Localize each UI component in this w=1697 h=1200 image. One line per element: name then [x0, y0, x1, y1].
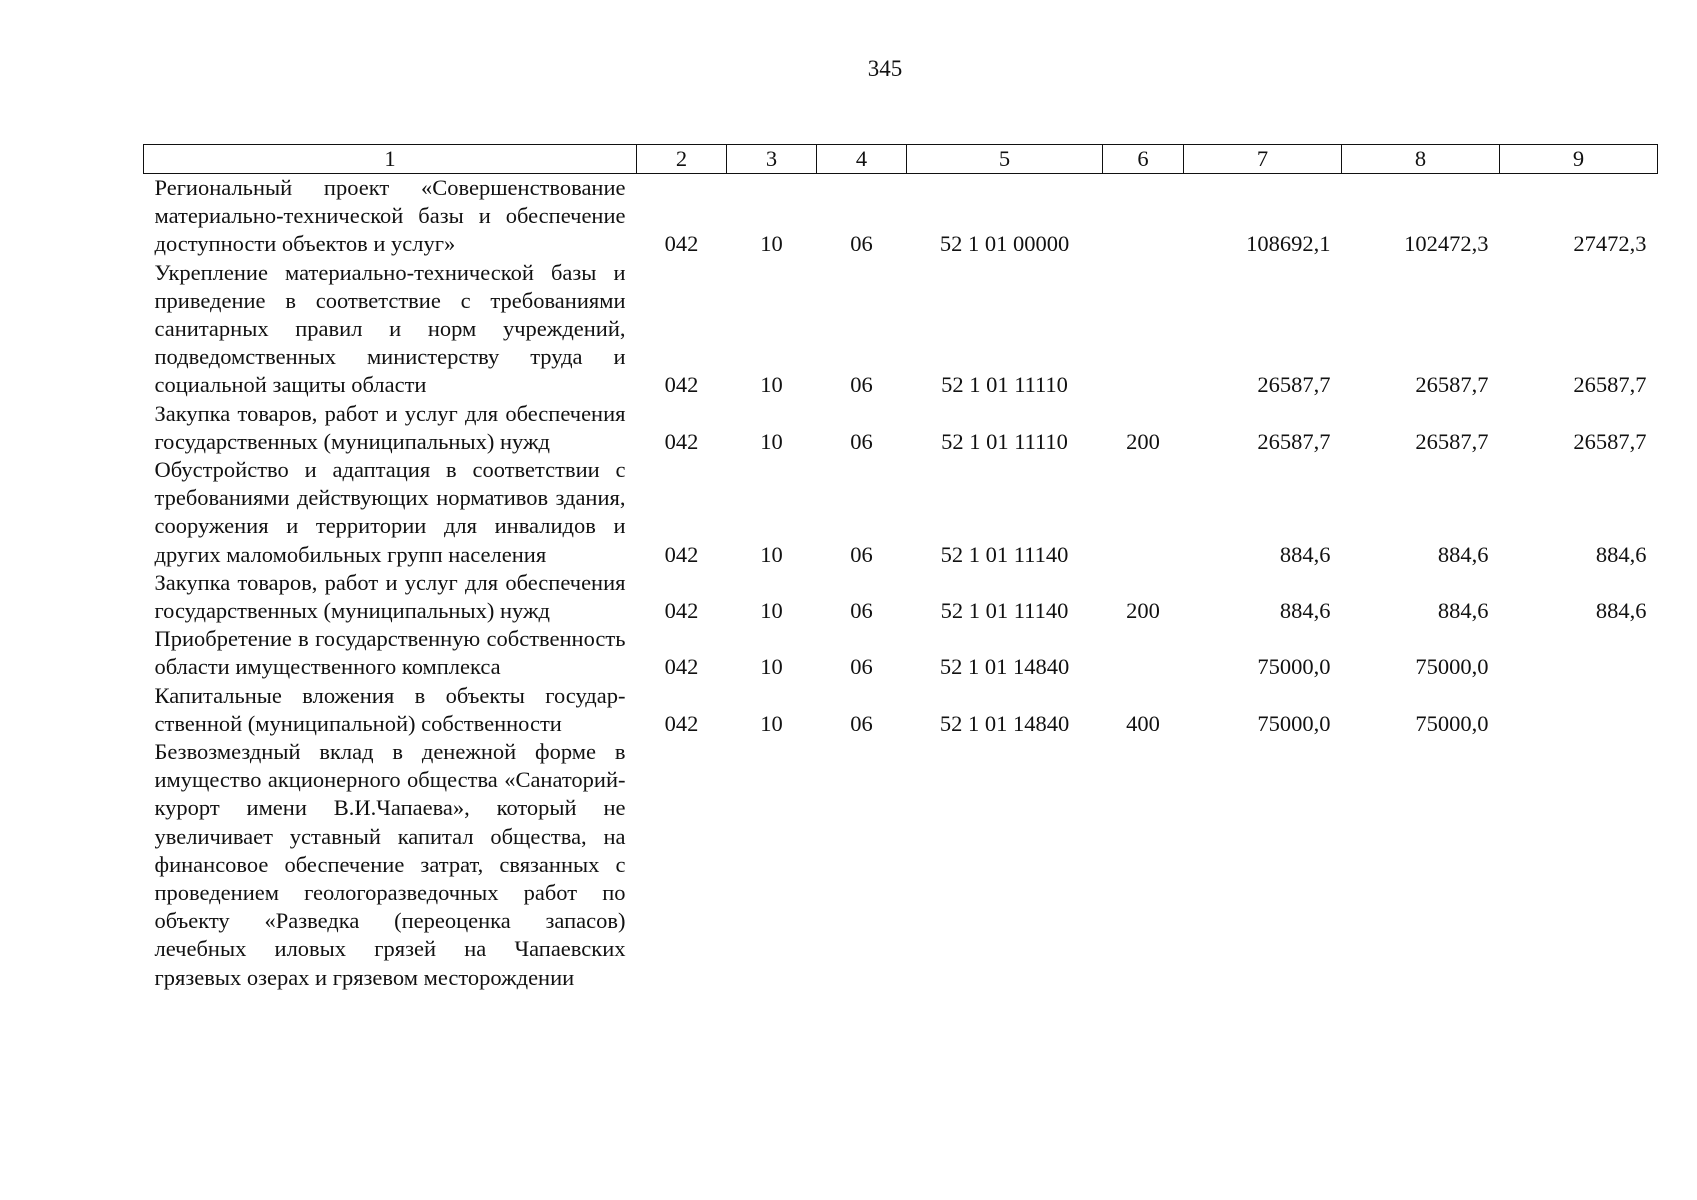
amount-col-8-cell: 26587,7 [1415, 372, 1489, 398]
target-article-cell: 52 1 01 11140 [940, 541, 1069, 567]
amount-col-7-cell: 108692,1 [1246, 231, 1331, 257]
amount-col-9-cell: 27472,3 [1573, 231, 1647, 257]
amount-col-8-cell [1342, 738, 1500, 992]
row-name-cell: Капитальные вложения в объекты государственной (муниципальной) собственности [154, 682, 626, 736]
ministry-code-cell: 042 [664, 428, 699, 454]
amount-col-9-cell: 26587,7 [1573, 372, 1647, 398]
target-article-cell: 52 1 01 14840 [939, 710, 1070, 736]
target-article-cell: 52 1 01 11140 [940, 598, 1069, 624]
section-code-cell: 10 [760, 598, 783, 624]
expense-type-cell: 400 [1126, 710, 1160, 736]
section-code-cell: 10 [760, 372, 783, 398]
table-header-row [144, 145, 1658, 174]
ministry-code-cell: 042 [664, 710, 699, 736]
amount-col-9-cell [1500, 738, 1658, 992]
subsection-code-cell: 06 [850, 231, 873, 257]
section-code-cell: 10 [760, 231, 783, 257]
amount-col-7-cell: 75000,0 [1257, 654, 1331, 680]
table-row [144, 259, 1658, 400]
amount-col-7-cell: 884,6 [1279, 598, 1331, 624]
expense-type-cell [1103, 456, 1184, 569]
header-col-3: 3 [727, 145, 817, 174]
amount-col-7-cell: 75000,0 [1257, 710, 1331, 736]
row-name-cell: Приобретение в государственную собственность области имущественного комплекса [154, 626, 626, 680]
section-code-cell: 10 [760, 428, 783, 454]
table-row [144, 456, 1658, 569]
amount-col-7-cell [1184, 738, 1342, 992]
expense-type-cell [1103, 625, 1184, 681]
target-article-cell: 52 1 01 00000 [939, 231, 1070, 257]
ministry-code-cell: 042 [664, 541, 699, 567]
amount-col-8-cell: 102472,3 [1404, 231, 1489, 257]
table-row [144, 682, 1658, 738]
amount-col-7-cell: 884,6 [1279, 541, 1331, 567]
row-name-cell: Закупка товаров, работ и услуг для обеспечения государственных (муниципальных) нужд [154, 400, 626, 454]
header-col-8: 8 [1342, 145, 1500, 174]
table-row [144, 569, 1658, 625]
target-article-cell: 52 1 01 11110 [941, 428, 1068, 454]
table-row [144, 400, 1658, 456]
section-code-cell: 10 [760, 710, 783, 736]
row-name-cell: Обустройство и адаптация в соответствии с требованиями действующих нормативов здания, сооружения и территории для инвалидов и других маломобильных групп населения [154, 457, 626, 567]
amount-col-8-cell: 884,6 [1437, 541, 1489, 567]
subsection-code-cell: 06 [850, 598, 873, 624]
section-code-cell: 10 [760, 654, 783, 680]
amount-col-7-cell: 26587,7 [1257, 428, 1331, 454]
amount-col-8-cell: 26587,7 [1415, 428, 1489, 454]
header-col-2: 2 [637, 145, 727, 174]
page-number: 345 [867, 56, 903, 81]
amount-col-9-cell: 26587,7 [1573, 428, 1647, 454]
ministry-code-cell: 042 [664, 231, 699, 257]
row-name-cell: Безвозмездный вклад в денежной форме в имущество акционерного общества «Санаторий-курорт имени В.И.Чапаева», который не увеличивает уставный капитал общества, на финансовое обеспечение затрат, связанных с проведением геологоразведочных работ по объекту «Разведка (переоценка запасов) лечебных иловых грязей на Чапаевских грязевых озерах и грязевом месторождении [154, 739, 626, 990]
amount-col-7-cell: 26587,7 [1257, 372, 1331, 398]
header-col-4: 4 [817, 145, 907, 174]
header-col-9: 9 [1500, 145, 1658, 174]
ministry-code-cell: 042 [664, 372, 699, 398]
amount-col-8-cell: 884,6 [1437, 598, 1489, 624]
header-col-5: 5 [907, 145, 1103, 174]
target-article-cell: 52 1 01 14840 [939, 654, 1070, 680]
expense-type-cell [1103, 259, 1184, 400]
subsection-code-cell: 06 [850, 654, 873, 680]
target-article-cell [907, 738, 1103, 992]
expense-type-cell [1103, 738, 1184, 992]
table-body [144, 174, 1658, 992]
table-row [144, 738, 1658, 992]
amount-col-9-cell [1500, 625, 1658, 681]
subsection-code-cell: 06 [850, 710, 873, 736]
section-code-cell: 10 [760, 541, 783, 567]
header-col-6: 6 [1103, 145, 1184, 174]
target-article-cell: 52 1 01 11110 [941, 372, 1068, 398]
expense-type-cell: 200 [1126, 598, 1160, 624]
subsection-code-cell: 06 [850, 541, 873, 567]
table-row [144, 174, 1658, 259]
amount-col-9-cell: 884,6 [1595, 541, 1647, 567]
amount-col-8-cell: 75000,0 [1415, 710, 1489, 736]
ministry-code-cell: 042 [664, 598, 699, 624]
ministry-code-cell: 042 [664, 654, 699, 680]
header-col-7: 7 [1184, 145, 1342, 174]
row-name-cell: Закупка товаров, работ и услуг для обеспечения государственных (муниципальных) нужд [154, 569, 626, 624]
expense-type-cell: 200 [1126, 428, 1160, 454]
row-name-cell: Региональный проект «Совершенствование материально-технической базы и обеспечение доступности объектов и услуг» [154, 175, 626, 257]
amount-col-8-cell: 75000,0 [1415, 654, 1489, 680]
subsection-code-cell: 06 [850, 372, 873, 398]
subsection-code-cell [817, 738, 907, 992]
amount-col-9-cell [1500, 682, 1658, 738]
section-code-cell [727, 738, 817, 992]
budget-table [143, 144, 1658, 992]
header-col-1: 1 [144, 145, 637, 174]
ministry-code-cell [637, 738, 727, 992]
table-row [144, 625, 1658, 681]
amount-col-9-cell: 884,6 [1595, 598, 1647, 624]
row-name-cell: Укрепление материально-технической базы и приведение в соответствие с требованиями санитарных правил и норм учреждений, подведомственных министерству труда и социальной защиты области [154, 259, 626, 398]
expense-type-cell [1103, 174, 1184, 259]
subsection-code-cell: 06 [850, 428, 873, 454]
